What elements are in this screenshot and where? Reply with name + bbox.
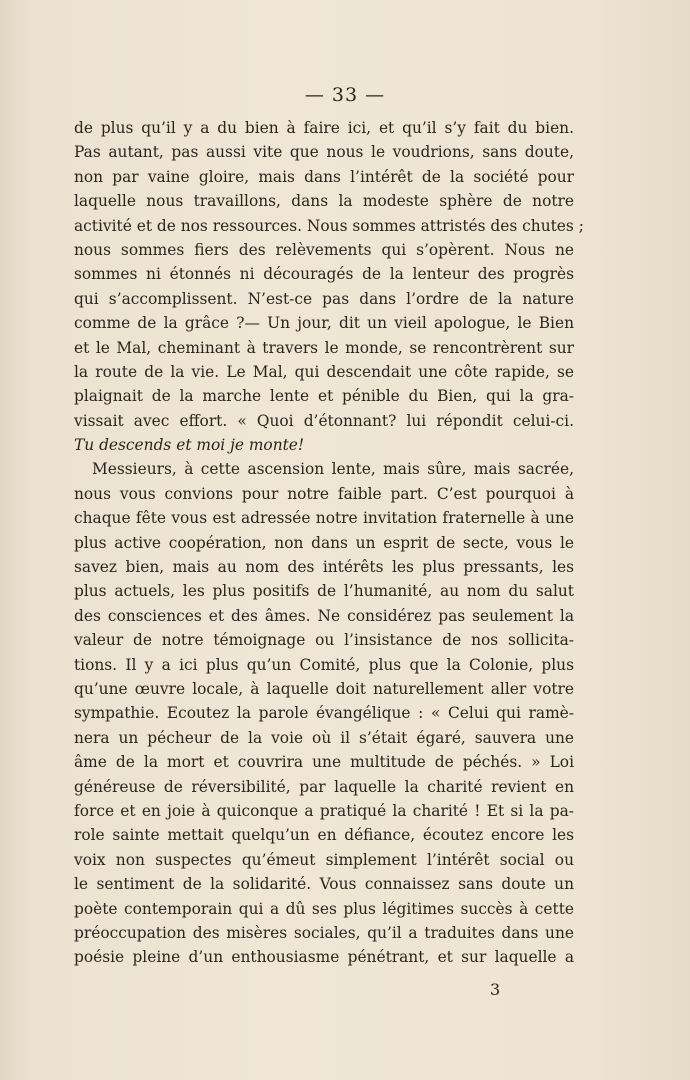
text-line: Tu descends et moi je monte! [74, 436, 305, 455]
signature-mark: 3 [490, 980, 501, 999]
text-line: sympathie. Ecoutez la parole évangélique : « Celui qui ramè- [74, 704, 574, 723]
text-line: âme de la mort et couvrira une multitude de péchés. » Loi [74, 753, 574, 772]
text-line: plus actuels, les plus positifs de l’humanité, au nom du salut [74, 582, 574, 601]
body-text [74, 116, 584, 970]
text-line: poète contemporain qui a dû ses plus légitimes succès à cette [74, 899, 574, 918]
text-line: nous vous convions pour notre faible part. C’est pourquoi à [74, 484, 574, 503]
text-line: et le Mal, cheminant à travers le monde, se rencontrèrent sur [74, 338, 574, 357]
text-line: Messieurs, à cette ascension lente, mais sûre, mais sacrée, [92, 460, 574, 479]
text-line: savez bien, mais au nom des intérêts les plus pressants, les [74, 558, 574, 577]
text-line: généreuse de réversibilité, par laquelle la charité revient en [74, 777, 574, 796]
text-line: tions. Il y a ici plus qu’un Comité, plus que la Colonie, plus [74, 655, 574, 674]
text-line: force et en joie à quiconque a pratiqué la charité ! Et si la pa- [74, 801, 574, 820]
text-line: Pas autant, pas aussi vite que nous le voudrions, sans doute, [74, 143, 574, 162]
text-line: la route de la vie. Le Mal, qui descendait une côte rapide, se [74, 362, 574, 381]
text-line: non par vaine gloire, mais dans l’intérêt de la société pour [74, 167, 574, 186]
text-line: des consciences et des âmes. Ne considérez pas seulement la [74, 606, 574, 625]
text-line: nera un pécheur de la voie où il s’était égaré, sauvera une [74, 728, 574, 747]
text-line: activité et de nos ressources. Nous sommes attristés des chutes ; [74, 216, 584, 235]
text-line: nous sommes fiers des relèvements qui s’opèrent. Nous ne [74, 240, 574, 259]
text-line: valeur de notre témoignage ou l’insistance de nos sollicita- [74, 631, 574, 650]
text-line: comme de la grâce ?— Un jour, dit un vieil apologue, le Bien [74, 314, 574, 333]
text-line: role sainte mettait quelqu’un en défiance, écoutez encore les [74, 826, 574, 845]
text-line: vissait avec effort. « Quoi d’étonnant? lui répondit celui-ci. [74, 411, 574, 430]
text-line: sommes ni étonnés ni découragés de la lenteur des progrès [74, 265, 574, 284]
text-line: de plus qu’il y a du bien à faire ici, et qu’il s’y fait du bien. [74, 119, 574, 137]
text-line: chaque fête vous est adressée notre invitation fraternelle à une [74, 509, 574, 528]
text-line: plaignait de la marche lente et pénible du Bien, qui la gra- [74, 387, 574, 406]
text-line: poésie pleine d’un enthousiasme pénétrant, et sur laquelle a [74, 948, 574, 967]
page-number: — 33 — [304, 84, 386, 106]
text-line: plus active coopération, non dans un esprit de secte, vous le [74, 533, 574, 552]
text-line: qu’une œuvre locale, à laquelle doit naturellement aller votre [74, 679, 574, 698]
text-line: laquelle nous travaillons, dans la modeste sphère de notre [74, 192, 574, 211]
text-line: le sentiment de la solidarité. Vous connaissez sans doute un [74, 875, 574, 894]
text-line: préoccupation des misères sociales, qu’il a traduites dans une [74, 923, 574, 942]
text-line: qui s’accomplissent. N’est-ce pas dans l’ordre de la nature [74, 289, 574, 308]
text-line: voix non suspectes qu’émeut simplement l’intérêt social ou [74, 850, 574, 869]
